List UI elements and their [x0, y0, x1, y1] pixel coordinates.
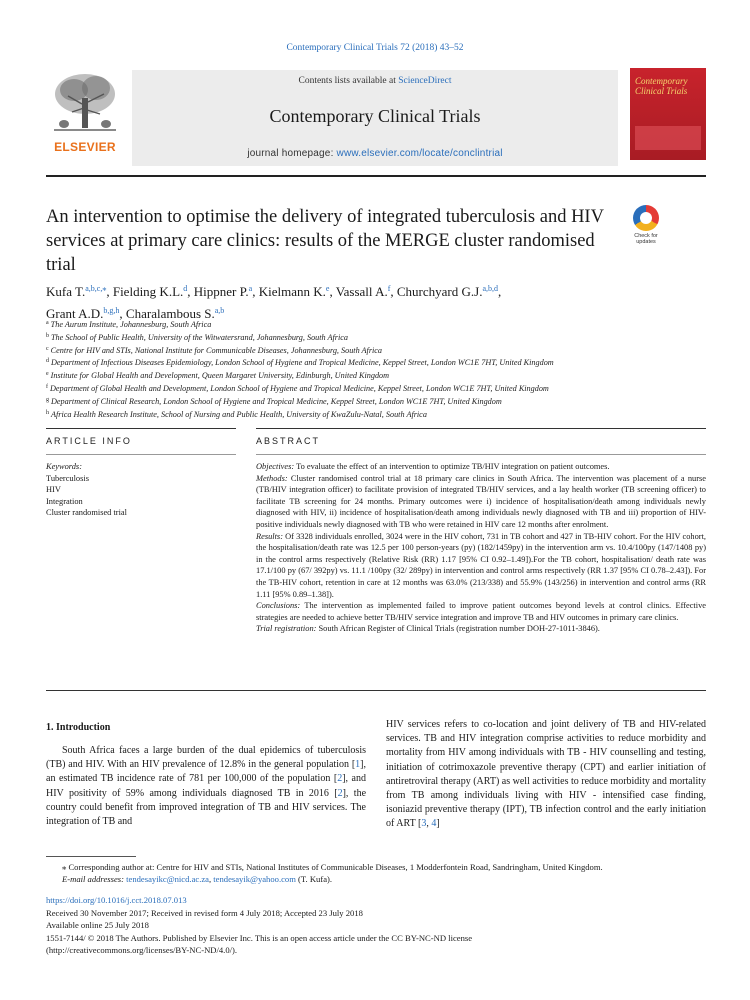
- affiliation-item: [46, 356, 706, 369]
- abstract-divider: [256, 454, 706, 455]
- citation-link[interactable]: 4: [431, 818, 437, 830]
- journal-cover-thumbnail[interactable]: [630, 68, 706, 160]
- author[interactable]: [194, 284, 252, 299]
- introduction-left-column: [46, 744, 366, 829]
- abstract-text: Cluster randomised control trial at 18 primary care clinics in South Africa. The intervention was placement of a nurse (TB/HIV integration officer) to facilitate provision of integrated TB/HIV services, and a lay health worker (TB screening officer) to facilitate TB screening for 24 months. Primary outcomes were i) incidence of hospitalisation/death among individuals newly diagnosed with HIV, ii) incidence of hospitalisation/death among individuals newly diagnosed with TB and iii) proportion of HIV-positive individuals newly diagnosed with TB who were retained in HIV care 12 months after enrolment.: [256, 473, 706, 529]
- affiliation-key: g: [46, 396, 49, 403]
- email-suffix: (T. Kufa).: [295, 874, 333, 885]
- introduction-right-column: [386, 718, 706, 832]
- journal-name: Contemporary Clinical Trials: [269, 106, 481, 126]
- introduction-paragraph: [46, 744, 366, 829]
- license-text: 1551-7144/ © 2018 The Authors. Published by Elsevier Inc. This is an open access article under the CC BY-NC-ND license: [46, 932, 473, 943]
- body-text: ], and HIV positivity of 59% among individuals diagnosed TB in 2016 [: [46, 773, 366, 799]
- body-text: ]: [436, 818, 440, 830]
- affiliation-text: Department of Clinical Research, London School of Hygiene and Tropical Medicine, Keppel Street, London WC1E 7HT, United Kingdom: [51, 396, 502, 406]
- journal-homepage-line: [132, 148, 618, 159]
- affiliation-item: [46, 369, 706, 382]
- abstract-label: Objectives:: [256, 462, 295, 471]
- author-separator: ,: [187, 284, 194, 299]
- abstract-text: Of 3328 individuals enrolled, 3024 were in the HIV cohort, 731 in TB cohort and 427 in TB-HIV cohort. For the HIV cohort, the hospitalisation/death rate was 12.5 per 100 person-years (py) (182/1459py) in the intervention arm vs. 10.4/100py (147/1408 py) in the control arms respectively (Relative Risk (RR) 1.17 [95% CI 0.92–1.49]).For the TB cohort, hospitalisation/ death rate was 17.1/100 py (67/ 392py) vs. 11.1 /100py (32/ 289py) in intervention and control arms respectively (RR 1.37 [95% CI 0.78–2.43]). For the TB-HIV cohort, retention in care at 12 months was 63.0% (213/338) and 55.9% (143/256) in intervention and control arms (RR 1.11 [95% 0.89–1.38]).: [256, 531, 706, 599]
- elsevier-tree-icon: [46, 68, 124, 138]
- affiliation-key: c: [46, 345, 49, 352]
- journal-reference-link[interactable]: [0, 43, 750, 53]
- abstract-text: The intervention as implemented failed to improve patient outcomes beyond levels at control clinics. Effective strategies are needed to achieve better TB/HIV service integration and improve TB and HIV outcomes in primary care clinics.: [256, 601, 706, 622]
- author-separator: ,: [498, 284, 502, 299]
- homepage-prefix: journal homepage:: [247, 148, 337, 159]
- affiliation-item: [46, 318, 706, 331]
- author-name: Churchyard G.J.: [396, 284, 483, 299]
- affiliation-text: Department of Global Health and Development, London School of Hygiene and Tropical Medicine, Keppel Street, London WC1E 7HT, United Kingdom: [50, 383, 549, 393]
- author-affiliation-marks[interactable]: f: [387, 284, 391, 293]
- affiliation-item: [46, 395, 706, 408]
- publisher-name: ELSEVIER: [54, 140, 116, 154]
- author-affiliation-marks[interactable]: e: [325, 284, 330, 293]
- author-affiliation-marks[interactable]: d: [183, 284, 188, 293]
- keywords-block: [46, 461, 236, 519]
- author[interactable]: [113, 284, 187, 299]
- body-text: ], the country could benefit from improved integration of TB and HIV services. The integration of TB and: [46, 787, 367, 828]
- abstract-body: [256, 461, 706, 635]
- author-name: Grant A.D.: [46, 306, 104, 321]
- abstract-label: Conclusions:: [256, 601, 301, 611]
- check-for-updates-label: Check for updates: [634, 233, 658, 245]
- abstract-bottom-rule: [46, 690, 706, 691]
- article-info-top-rule: [46, 428, 236, 429]
- article-info-heading: ARTICLE INFO: [46, 436, 132, 446]
- affiliation-text: The School of Public Health, University of the Witwatersrand, Johannesburg, South Africa: [51, 332, 348, 342]
- email-line: [46, 873, 706, 885]
- corresponding-author-text: ⁎ Corresponding author at: Centre for HIV and STIs, National Institutes of Communicable Diseases, 1 Modderfontein Road, Sandringham, United Kingdom.: [62, 862, 603, 872]
- affiliation-key: e: [46, 371, 49, 378]
- contents-prefix: Contents lists available at: [298, 76, 399, 86]
- doi-link[interactable]: https://doi.org/10.1016/j.cct.2018.07.013: [46, 895, 187, 905]
- author[interactable]: [46, 284, 106, 299]
- body-text: HIV services refers to co-location and joint delivery of TB and HIV-related services. TB and HIV integration comprise activities to reduce morbidity and mortality from HIV among individuals with TB - HIV counselling and testing, initiation of cotrimoxazole preventive therapy (CPT) and earlier initiation of antiretroviral therapy (ART) as well activities to reduce morbidity and mortality from TB among individuals living with HIV - intensified case finding, isoniazid preventive therapy (IPT), TB infection control and the early initiation of ART [: [386, 719, 706, 830]
- body-text: ,: [426, 818, 432, 830]
- abstract-paragraph: [256, 531, 706, 601]
- affiliation-list: [46, 318, 706, 420]
- keyword: Integration: [46, 496, 83, 506]
- author[interactable]: [397, 284, 498, 299]
- license-url[interactable]: (http://creativecommons.org/licenses/BY-NC-ND/4.0/).: [46, 945, 238, 956]
- email-link[interactable]: tendesayikc@nicd.ac.za: [126, 874, 209, 885]
- author-name: Vassall A.: [335, 284, 388, 299]
- author-affiliation-marks[interactable]: a: [248, 284, 253, 293]
- citation-link[interactable]: 2: [337, 787, 343, 799]
- author-name: Kufa T.: [46, 284, 86, 299]
- article-info-divider: [46, 454, 236, 455]
- cover-title: Contemporary Clinical Trials: [635, 76, 688, 96]
- journal-reference-text[interactable]: Contemporary Clinical Trials 72 (2018) 43–52: [286, 43, 464, 53]
- citation-link[interactable]: 3: [421, 818, 427, 830]
- author-separator: ,: [329, 284, 336, 299]
- affiliation-item: [46, 408, 706, 421]
- publication-info: [46, 894, 706, 957]
- received-dates: Received 30 November 2017; Received in revised form 4 July 2018; Accepted 23 July 2018: [46, 907, 363, 918]
- affiliation-key: d: [46, 358, 49, 365]
- affiliation-text: Centre for HIV and STIs, National Institute for Communicable Diseases, Johannesburg, South Africa: [50, 345, 383, 355]
- journal-masthead: [46, 68, 706, 170]
- author-name: Fielding K.L.: [112, 284, 184, 299]
- abstract-paragraph: [256, 623, 706, 635]
- abstract-text: South African Register of Clinical Trials (registration number DOH-27-1011-3846).: [316, 624, 600, 634]
- header-divider: [46, 175, 706, 177]
- available-online-date: Available online 25 July 2018: [46, 920, 149, 931]
- keyword: Tuberculosis: [46, 473, 89, 483]
- author-affiliation-marks[interactable]: a,b,d: [482, 284, 499, 293]
- citation-link[interactable]: 1: [355, 759, 361, 771]
- author-list: [46, 279, 666, 323]
- contents-line: [132, 76, 618, 86]
- abstract-label: Methods:: [256, 473, 288, 483]
- footnote-rule: [46, 856, 136, 857]
- body-text: ], an estimated TB incidence rate of 781 per 100,000 of the population [: [46, 759, 366, 785]
- introduction-heading: 1. Introduction: [46, 722, 111, 733]
- author-separator: ,: [106, 284, 113, 299]
- author-name: Charalambous S.: [125, 306, 215, 321]
- abstract-text: To evaluate the effect of an intervention to optimize TB/HIV integration on patient outcomes.: [294, 462, 610, 471]
- abstract-label: Trial registration:: [256, 624, 317, 634]
- affiliation-text: The Aurum Institute, Johannesburg, South Africa: [50, 320, 212, 329]
- abstract-paragraph: [256, 473, 706, 531]
- check-for-updates-icon: [633, 205, 659, 231]
- masthead-banner: [132, 70, 618, 166]
- author-separator: ,: [119, 306, 126, 321]
- affiliation-text: Africa Health Research Institute, School of Nursing and Public Health, University of KwaZulu-Natal, South Africa: [51, 409, 427, 419]
- author-separator: ,: [252, 284, 259, 299]
- abstract-paragraph: [256, 461, 706, 473]
- body-text: South Africa faces a large burden of the dual epidemics of tuberculosis (TB) and HIV. With an HIV prevalence of 12.8% in the general population [: [46, 745, 366, 771]
- corresponding-author-footnote: [46, 861, 706, 886]
- author-affiliation-marks[interactable]: a,b,c,⁎: [85, 284, 107, 293]
- abstract-paragraph: [256, 600, 706, 623]
- author-affiliation-marks[interactable]: a,b: [214, 306, 225, 315]
- affiliation-item: [46, 331, 706, 344]
- affiliation-item: [46, 382, 706, 395]
- cover-band: [635, 126, 701, 150]
- author-affiliation-marks[interactable]: b,g,h: [103, 306, 120, 315]
- keyword: Cluster randomised trial: [46, 508, 127, 518]
- article-title: An intervention to optimise the delivery of integrated tuberculosis and HIV services at primary care clinics: results of the MERGE cluster randomised trial: [46, 207, 604, 275]
- email-label: E-mail addresses:: [62, 874, 124, 885]
- keywords-label: Keywords:: [46, 462, 82, 471]
- email-link[interactable]: tendesayik@yahoo.com: [213, 874, 296, 885]
- affiliation-item: [46, 344, 706, 357]
- author[interactable]: [259, 284, 330, 299]
- affiliation-key: b: [46, 332, 49, 339]
- abstract-top-rule: [256, 428, 706, 429]
- affiliation-key: a: [46, 320, 49, 326]
- affiliation-key: h: [46, 409, 49, 416]
- author[interactable]: [336, 284, 391, 299]
- author-name: Kielmann K.: [258, 284, 326, 299]
- keyword: HIV: [46, 485, 61, 495]
- sciencedirect-link[interactable]: ScienceDirect: [398, 76, 452, 86]
- affiliation-text: Institute for Global Health and Development, Queen Margaret University, Edinburgh, United Kingdom: [50, 371, 390, 381]
- abstract-heading: ABSTRACT: [256, 436, 321, 446]
- check-for-updates-button[interactable]: [627, 205, 665, 245]
- email-separator: ,: [208, 874, 214, 885]
- author-separator: ,: [390, 284, 397, 299]
- author-name: Hippner P.: [193, 284, 249, 299]
- cover-decoration: [635, 102, 701, 108]
- abstract-label: Results:: [256, 531, 283, 541]
- journal-homepage-link[interactable]: www.elsevier.com/locate/conclintrial: [336, 148, 503, 159]
- affiliation-key: f: [46, 383, 48, 390]
- elsevier-logo[interactable]: [46, 68, 124, 160]
- affiliation-text: Department of Infectious Diseases Epidemiology, London School of Hygiene and Tropical Medicine, Keppel Street, London WC1E 7HT, United Kingdom: [51, 358, 554, 368]
- citation-link[interactable]: 2: [337, 773, 343, 785]
